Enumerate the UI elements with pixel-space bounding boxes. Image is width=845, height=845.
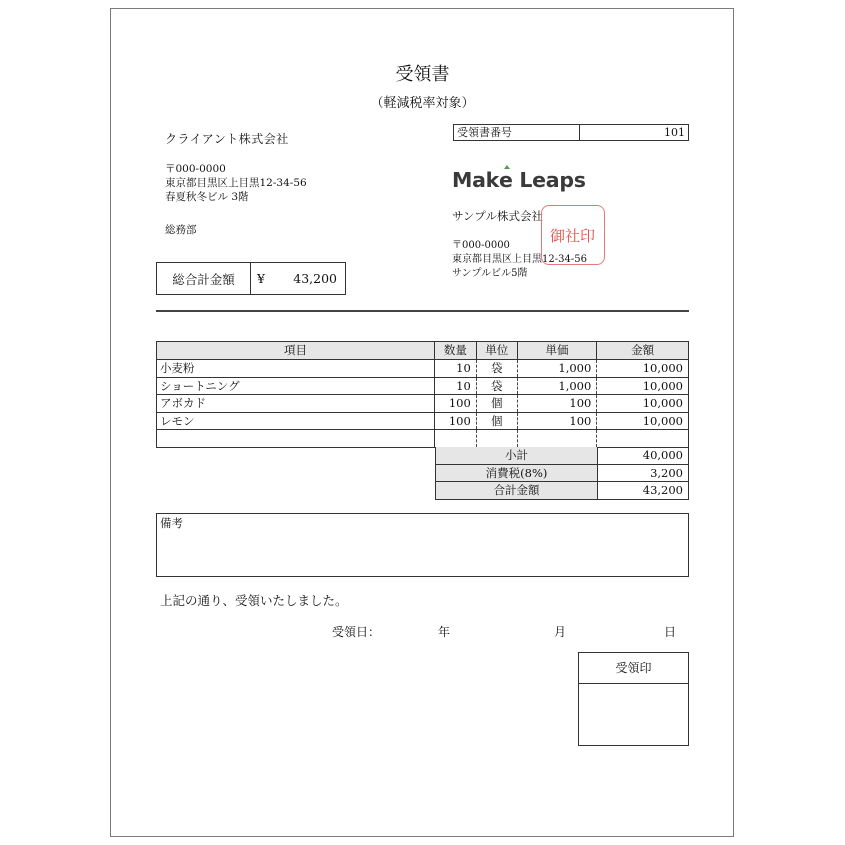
client-postal: 〒000-0000 [165, 163, 226, 175]
receipt-number-box [453, 124, 689, 141]
month-label: 月 [554, 625, 567, 639]
day-label: 日 [664, 625, 677, 639]
document-subtitle: （軽減税率対象） [370, 96, 475, 111]
issuer-building: サンプルビル5階 [452, 268, 528, 279]
company-seal-stamp: 御社印 [541, 205, 605, 265]
table-row: アボカド 100 個 100 10,000 [156, 395, 689, 413]
issuer-postal: 〒000-0000 [452, 240, 510, 251]
year-label: 年 [438, 625, 451, 639]
grand-total-value [251, 263, 345, 294]
issuer-street: 東京都目黒区上目黒12-34-56 [452, 254, 587, 265]
table-row-empty [156, 430, 689, 448]
table-row: 小麦粉 10 袋 1,000 10,000 [156, 360, 689, 378]
client-address [165, 162, 307, 204]
divider [156, 310, 689, 312]
grand-total-amount: 43,200 [293, 271, 337, 286]
tax-value: 3,200 [650, 465, 683, 480]
subtotal-value: 40,000 [642, 448, 683, 462]
client-street: 東京都目黒区上目黒12-34-56 [165, 177, 307, 189]
total-label: 合計金額 [436, 482, 598, 499]
header-unit-price: 単価 [518, 342, 598, 359]
remarks-label: 備考 [160, 516, 183, 530]
header-amount: 金額 [631, 343, 655, 357]
receipt-number-value: 101 [664, 126, 685, 139]
subtotal-row [435, 447, 689, 465]
logo-accent: e [499, 168, 513, 192]
remarks-box [156, 513, 689, 577]
tax-row [435, 465, 689, 483]
leaf-icon [504, 165, 510, 169]
client-building: 春夏秋冬ビル 3階 [165, 191, 249, 203]
total-value: 43,200 [642, 483, 683, 497]
items-table [156, 341, 689, 448]
header-item: 項目 [157, 342, 435, 359]
document-title: 受領書 [395, 64, 450, 85]
tax-label: 消費税(8%) [436, 465, 598, 482]
received-date-label: 受領日： [332, 625, 381, 639]
client-name: クライアント株式会社 [165, 132, 289, 146]
header-quantity: 数量 [435, 342, 477, 359]
subtotal-label: 小計 [436, 447, 598, 464]
acknowledgement-text: 上記の通り、受領いたしました。 [160, 593, 348, 608]
grand-total-box [156, 262, 346, 295]
grand-total-label: 総合計金額 [157, 263, 251, 294]
receipt-seal-box [578, 652, 689, 746]
table-header [156, 341, 689, 360]
makeleaps-logo: Mak e Leaps [452, 168, 586, 192]
issuer-name: サンプル株式会社 [452, 209, 543, 223]
table-row: レモン 100 個 100 10,000 [156, 413, 689, 431]
total-row [435, 482, 689, 500]
currency-symbol: ¥ [257, 271, 265, 286]
client-department: 総務部 [165, 224, 197, 236]
receipt-seal-label: 受領印 [579, 653, 688, 684]
summary-table [435, 447, 689, 500]
header-unit: 単位 [477, 342, 518, 359]
receipt-number-label: 受領書番号 [454, 125, 580, 140]
table-row: ショートニング 10 袋 1,000 10,000 [156, 378, 689, 396]
